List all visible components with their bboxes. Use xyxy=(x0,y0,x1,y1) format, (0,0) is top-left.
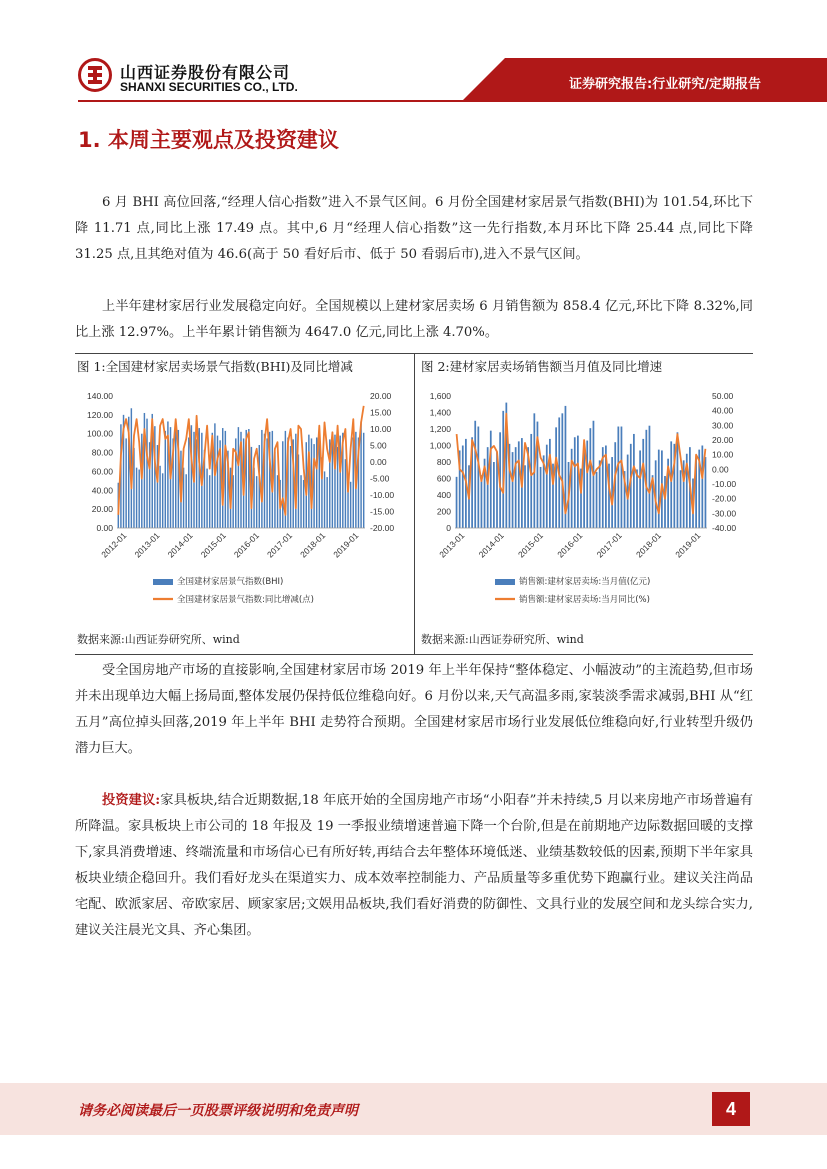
bar xyxy=(555,427,557,528)
bar xyxy=(617,427,619,528)
bar xyxy=(577,436,579,528)
bar xyxy=(277,475,278,528)
right-axis-tick-label: -20.00 xyxy=(712,493,737,504)
bar xyxy=(524,465,526,528)
bar xyxy=(165,431,166,528)
company-name-cn: 山西证券股份有限公司 xyxy=(120,63,291,82)
left-axis-tick-label: 0.00 xyxy=(96,523,113,533)
bar xyxy=(574,437,576,528)
legend-swatch-bar xyxy=(153,579,173,585)
x-tick-label: 2012-01 xyxy=(99,530,129,560)
bar xyxy=(209,475,210,528)
bar xyxy=(487,447,489,528)
left-axis-tick-label: 140.00 xyxy=(87,391,113,401)
left-axis-tick-label: 600 xyxy=(436,473,451,484)
bar xyxy=(518,441,520,528)
right-axis-tick-label: 0.00 xyxy=(370,457,387,467)
left-axis-tick-label: 400 xyxy=(436,490,451,500)
bar xyxy=(642,439,644,528)
figure-row xyxy=(75,353,753,655)
bar xyxy=(680,470,682,528)
bar xyxy=(136,468,137,528)
bar xyxy=(159,466,160,528)
left-axis-tick-label: 100.00 xyxy=(87,428,113,439)
bar xyxy=(512,452,514,528)
paragraph-investment xyxy=(75,788,753,944)
bar xyxy=(326,477,327,528)
legend-label-line: 销售额:建材家居卖场:当月同比(%) xyxy=(519,595,650,605)
sales-chart xyxy=(415,380,753,620)
bar xyxy=(238,427,239,528)
x-tick-label: 2017-01 xyxy=(264,530,295,560)
bar xyxy=(477,427,479,528)
bar xyxy=(456,477,458,528)
bar xyxy=(217,436,218,528)
left-axis-tick-label: 800 xyxy=(436,457,451,467)
right-axis-tick-label: 20.00 xyxy=(712,435,734,445)
right-axis-tick-label: 10.00 xyxy=(370,424,392,434)
legend-label-bar: 销售额:建材家居卖场:当月值(亿元) xyxy=(519,577,651,587)
right-axis-tick-label: 0.00 xyxy=(712,464,729,475)
bar xyxy=(589,428,591,528)
x-tick-label: 2014-01 xyxy=(476,530,506,560)
right-axis-tick-label: 5.00 xyxy=(370,440,387,451)
page-footer xyxy=(0,1083,827,1135)
bar xyxy=(474,421,476,528)
x-tick-label: 2019-01 xyxy=(673,530,703,560)
bhi-chart xyxy=(75,380,413,620)
left-axis-tick-label: 1,200 xyxy=(429,424,451,434)
bar xyxy=(649,426,651,528)
bar xyxy=(633,434,635,528)
right-axis-tick-label: 50.00 xyxy=(712,391,734,401)
left-axis-tick-label: 40.00 xyxy=(91,485,113,496)
bar xyxy=(162,473,163,528)
bar xyxy=(282,441,283,528)
bar xyxy=(540,467,542,528)
x-tick-label: 2019-01 xyxy=(331,530,361,560)
bar xyxy=(290,446,291,528)
left-axis-tick-label: 80.00 xyxy=(91,447,113,458)
x-tick-label: 2013-01 xyxy=(132,530,162,560)
left-axis-tick-label: 1,400 xyxy=(429,407,451,418)
bar xyxy=(599,460,601,528)
paragraph-market: 受全国房地产市场的直接影响,全国建材家居市场 2019 年上半年保持“整体稳定、小幅波动”的主流趋势,但市场并未出现单边大幅上扬局面,整体发展仍保持低位维稳向好。6 月份以来,天气高温多雨,家装淡季需求减弱,BHI 从“红五月”高位掉头回落,2019 年上半年 BHI 走势符合预期。全国建材家居市场行业发展低位维稳向好,行业转型升级仍潜力巨大。 xyxy=(75,663,753,756)
bar xyxy=(196,439,197,528)
bar xyxy=(324,471,325,528)
right-axis-tick-label: -20.00 xyxy=(370,523,395,533)
left-axis-tick-label: 200 xyxy=(436,506,451,517)
right-axis-tick-label: -15.00 xyxy=(370,506,395,517)
legend-swatch-bar xyxy=(495,579,515,585)
figure2-source: 数据来源:山西证券研究所、wind xyxy=(421,633,584,646)
bar xyxy=(175,425,176,528)
bar xyxy=(658,450,660,528)
bar xyxy=(639,450,641,528)
x-tick-label: 2015-01 xyxy=(198,530,228,560)
x-tick-label: 2017-01 xyxy=(594,530,624,560)
investment-text: 家具板块,结合近期数据,18 年底开始的全国房地产市场“小阳春”并未持续,5 月以来房地产市场普遍有所降温。家具板块上市公司的 18 年报及 19 一季报业绩增速普遍下降一个台阶,但是在前期地产边际数据回暖的支撑下,家具消费增速、终端流量和市场信心已有所好转,再结合去年整体环境低迷、业绩基数较低的因素,预期下半年家具板块业绩企稳回升。我们看好龙头在渠道实力、成本效率控制能力、产品质量等多重优势下跑赢行业。建议关注尚品宅配、欧派家居、帝欧家居、顾家家居;文娱用品板块,我们看好消费的防御性、文具行业的发展空间和龙头综合实力,建议关注晨光文具、齐心集团。 xyxy=(75,793,753,938)
bar xyxy=(256,476,257,528)
bar xyxy=(462,446,464,529)
report-type: 证券研究报告:行业研究/定期报告 xyxy=(569,77,761,92)
right-axis-tick-label: -5.00 xyxy=(370,473,390,484)
x-tick-label: 2018-01 xyxy=(298,530,328,560)
right-axis-tick-label: -40.00 xyxy=(712,523,737,533)
x-tick-label: 2016-01 xyxy=(555,530,585,560)
x-tick-label: 2015-01 xyxy=(515,530,546,560)
company-name-en: SHANXI SECURITIES CO., LTD. xyxy=(120,80,298,94)
bar xyxy=(185,474,186,528)
investment-label: 投资建议: xyxy=(102,793,161,808)
bar xyxy=(300,475,301,528)
left-axis-tick-label: 120.00 xyxy=(87,409,113,420)
bar xyxy=(515,447,517,528)
paragraph-sales: 上半年建材家居行业发展稳定向好。全国规模以上建材家居卖场 6 月销售额为 858.4 亿元,环比下降 8.32%,同比上涨 12.97%。上半年累计销售额为 4647.0 亿元,同比上涨 4.70%。 xyxy=(75,299,753,340)
right-axis-tick-label: -10.00 xyxy=(370,490,395,500)
bar xyxy=(125,438,126,528)
left-axis-tick-label: 20.00 xyxy=(91,504,113,515)
bar xyxy=(586,441,588,528)
bar xyxy=(549,439,551,528)
legend-label-bar: 全国建材家居景气指数(BHI) xyxy=(177,577,284,587)
company-logo-icon xyxy=(78,58,112,92)
disclaimer-text: 请务必阅读最后一页股票评级说明和免责声明 xyxy=(78,1103,358,1119)
bar xyxy=(493,462,495,528)
x-tick-label: 2013-01 xyxy=(437,530,467,560)
legend-label-line: 全国建材家居景气指数:同比增减(点) xyxy=(177,595,314,605)
bar xyxy=(350,482,351,528)
x-tick-label: 2016-01 xyxy=(231,530,261,560)
bar xyxy=(188,437,189,528)
page-number: 4 xyxy=(712,1092,750,1126)
bar xyxy=(701,446,703,529)
bar xyxy=(490,431,492,528)
bar xyxy=(303,480,304,528)
section-title: 1. 本周主要观点及投资建议 xyxy=(78,128,339,152)
right-axis-tick-label: 15.00 xyxy=(370,407,392,418)
figure1-title: 图 1:全国建材家居卖场景气指数(BHI)及同比增减 xyxy=(77,359,353,374)
bar xyxy=(313,444,314,528)
bar xyxy=(337,447,338,528)
bar xyxy=(206,469,207,528)
bar xyxy=(636,469,638,528)
bar xyxy=(141,434,142,528)
bar xyxy=(146,419,147,528)
page-header xyxy=(0,0,827,110)
right-axis-tick-label: -10.00 xyxy=(712,479,737,489)
figure1-source: 数据来源:山西证券研究所、wind xyxy=(77,633,240,646)
right-axis-tick-label: -30.00 xyxy=(712,508,737,519)
left-axis-tick-label: 1,600 xyxy=(429,391,451,401)
bar xyxy=(670,441,672,528)
bar xyxy=(621,427,623,528)
bar xyxy=(561,413,563,528)
bar xyxy=(345,459,346,528)
bar xyxy=(705,457,707,528)
right-axis-tick-label: 20.00 xyxy=(370,391,392,401)
left-axis-tick-label: 1,000 xyxy=(429,440,451,451)
paragraph-bhi: 6 月 BHI 高位回落,“经理人信心指数”进入不景气区间。6 月份全国建材家居景气指数(BHI)为 101.54,环比下降 11.71 点,同比上涨 17.49 点。其中,6 月“经理人信心指数”这一先行指数,本月环比下降 25.44 点,同比下降 31.25 点,且其绝对值为 46.6(高于 50 看好后市、低于 50 看弱后市),进入不景气区间。 xyxy=(75,195,753,262)
bar xyxy=(596,472,598,528)
bar xyxy=(138,470,139,528)
right-axis-tick-label: 40.00 xyxy=(712,405,734,416)
left-axis-tick-label: 0 xyxy=(446,523,451,533)
bar xyxy=(232,475,233,528)
figure2-title: 图 2:建材家居卖场销售额当月值及同比增速 xyxy=(421,359,663,374)
right-axis-tick-label: 10.00 xyxy=(712,449,734,460)
bar xyxy=(530,434,532,528)
bar xyxy=(481,475,483,528)
right-axis-tick-label: 30.00 xyxy=(712,420,734,431)
bar xyxy=(363,433,364,528)
x-tick-label: 2014-01 xyxy=(165,530,195,560)
bar xyxy=(546,445,548,528)
x-tick-label: 2018-01 xyxy=(633,530,664,560)
left-axis-tick-label: 60.00 xyxy=(91,466,113,477)
bar xyxy=(266,438,267,528)
